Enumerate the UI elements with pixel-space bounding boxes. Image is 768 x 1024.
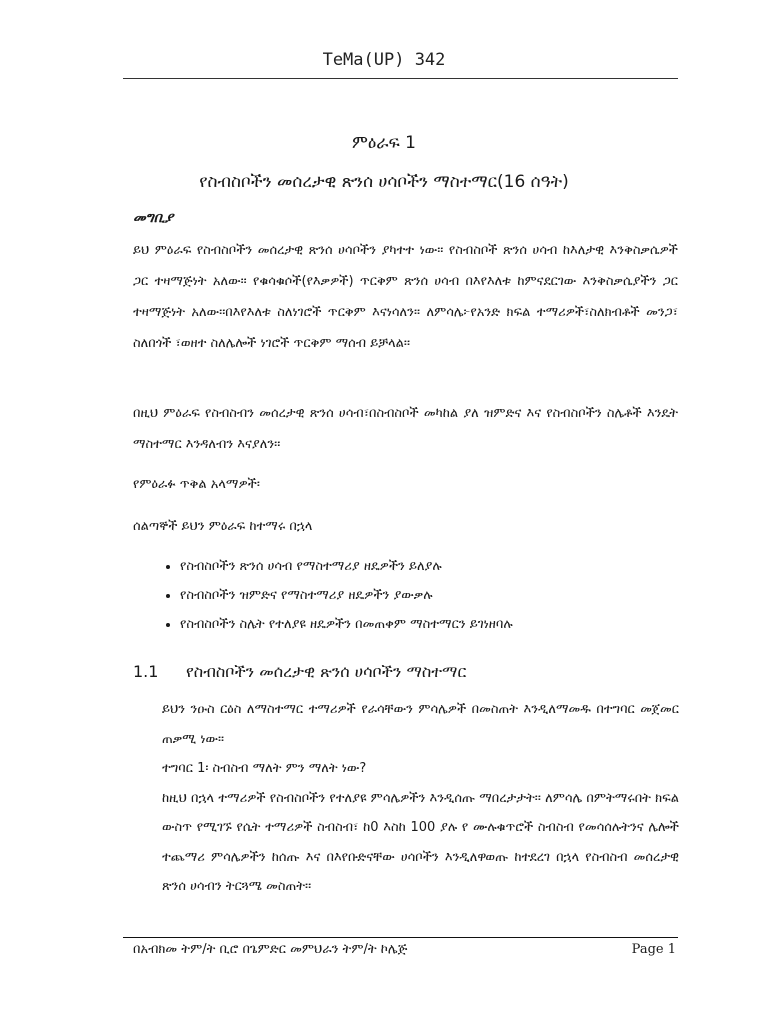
intro-paragraph-1: ይህ ምዕራፍ የስብስቦችን መሰረታዊ ጽንሰ ሀሳቦችን ያካተተ ነው፡፡ የስብስቦች ጽንሰ ሀሳብ ከእለታዊ እንቅስቃሴዎች ጋር ተዛማጅነት አለው፡፡ የቁሳቁሶች(የእቃዎች) ጥርቅም ጽንሰ ሀሳብ በእየእለቱ ከምናደርገው እንቅስቃሴያችን ጋር ተዛማጅነት አለው፡፡በእየእለቱ ስለነገሮች ጥርቅም እናነሳለን፡፡ ለምሳሌ፦የአንድ ክፍል ተማሪዎች፣ስለክብቶች መንጋ፣ ስለበጎች ፣ወዘተ ስለሌሎች ነገሮች ጥርቅም ማሰብ ይቻላል፡፡ xyxy=(133,243,678,351)
section-paragraph-2: ከዚህ በኋላ ተማሪዎች የስብስቦችን የተለያዩ ምሳሌዎችን እንዲሰጡ ማበረታታት፡፡ ለምሳሌ በምትማሩበት ክፍል ውስጥ የሚገኙ የሴት ተማሪዎች ስብስብ፣ ከ0 እስከ 100 ያሉ የ ሙሉቁጥሮች ስብስብ የመሳሰሉትንና ሌሎች ተጨማሪ ምሳሌዎችን ከሰጡ እና በእየቡድናቸው ሀሳቦችን እንዲለዋወጡ ከተደረገ በኋላ የስብስብ መሰረታዊ ጽንሰ ሀሳብን ትርጓሜ መስጠት፡፡ xyxy=(162,790,679,894)
intro-heading: መግቢያ xyxy=(133,210,174,226)
chapter-title: የስብስቦችን መሰረታዊ ጽንሰ ሀሳቦችን ማስተማር(16 ሰዓት) xyxy=(199,172,569,192)
section-body xyxy=(162,695,679,902)
chapter-label: ምዕራፍ 1 xyxy=(352,133,416,153)
objectives-lead: ሰልጣኞች ይህን ምዕራፍ ከተማሩ በኋላ xyxy=(133,519,313,534)
list-item: • የስብስቦችን ስሌት የተለያዩ ዘዴዎችን በመጠቀም ማስተማርን ይገነዘባሉ xyxy=(180,611,720,639)
section-paragraph-1: ይህን ንዑስ ርዕስ ለማስተማር ተማሪዎች የራሳቸውን ምሳሌዎች በመስጠት እንዲለማመዱ በተግባር መጀመር ጠቃሚ ነው፡፡ xyxy=(162,702,679,747)
footer-institution: በአብክመ ትም/ት ቢሮ በጌምድር መምህራን ትም/ት ኮሌጅ xyxy=(133,942,408,957)
section-heading xyxy=(133,662,466,682)
page-number: Page 1 xyxy=(631,942,676,957)
header-rule xyxy=(123,78,678,79)
running-header: TeMa(UP) 342 xyxy=(322,50,446,70)
activity-question: ተግባር 1፡ ስብስብ ማለት ምን ማለት ነው? xyxy=(162,761,367,776)
list-item: • የስብስቦችን ጽንሰ ሀሳብ የማስተማሪያ ዘዴዎችን ይለያሉ xyxy=(180,553,720,581)
footer-rule xyxy=(123,937,678,938)
list-item: • የስብስቦችን ዝምድና የማስተማሪያ ዘዴዎችን ያውቃሉ xyxy=(180,582,720,610)
section-number: 1.1 xyxy=(133,662,159,681)
section-title: የስብስቦችን መሰረታዊ ጽንሰ ሀሳቦችን ማስተማር xyxy=(186,662,467,681)
objectives-heading: የምዕራፉ ጥቅል አላማዎች፡ xyxy=(133,477,260,492)
intro-paragraph-2: በዚህ ምዕራፍ የስብስብን መሰረታዊ ጽንሰ ሀሳብ፣በስብስቦች መካከል ያለ ዝምድና እና የስብስቦችን ስሌቶች እንዴት ማስተማር እንዳለብን እናያለን፡፡ xyxy=(133,406,678,452)
objectives-list xyxy=(140,553,720,640)
